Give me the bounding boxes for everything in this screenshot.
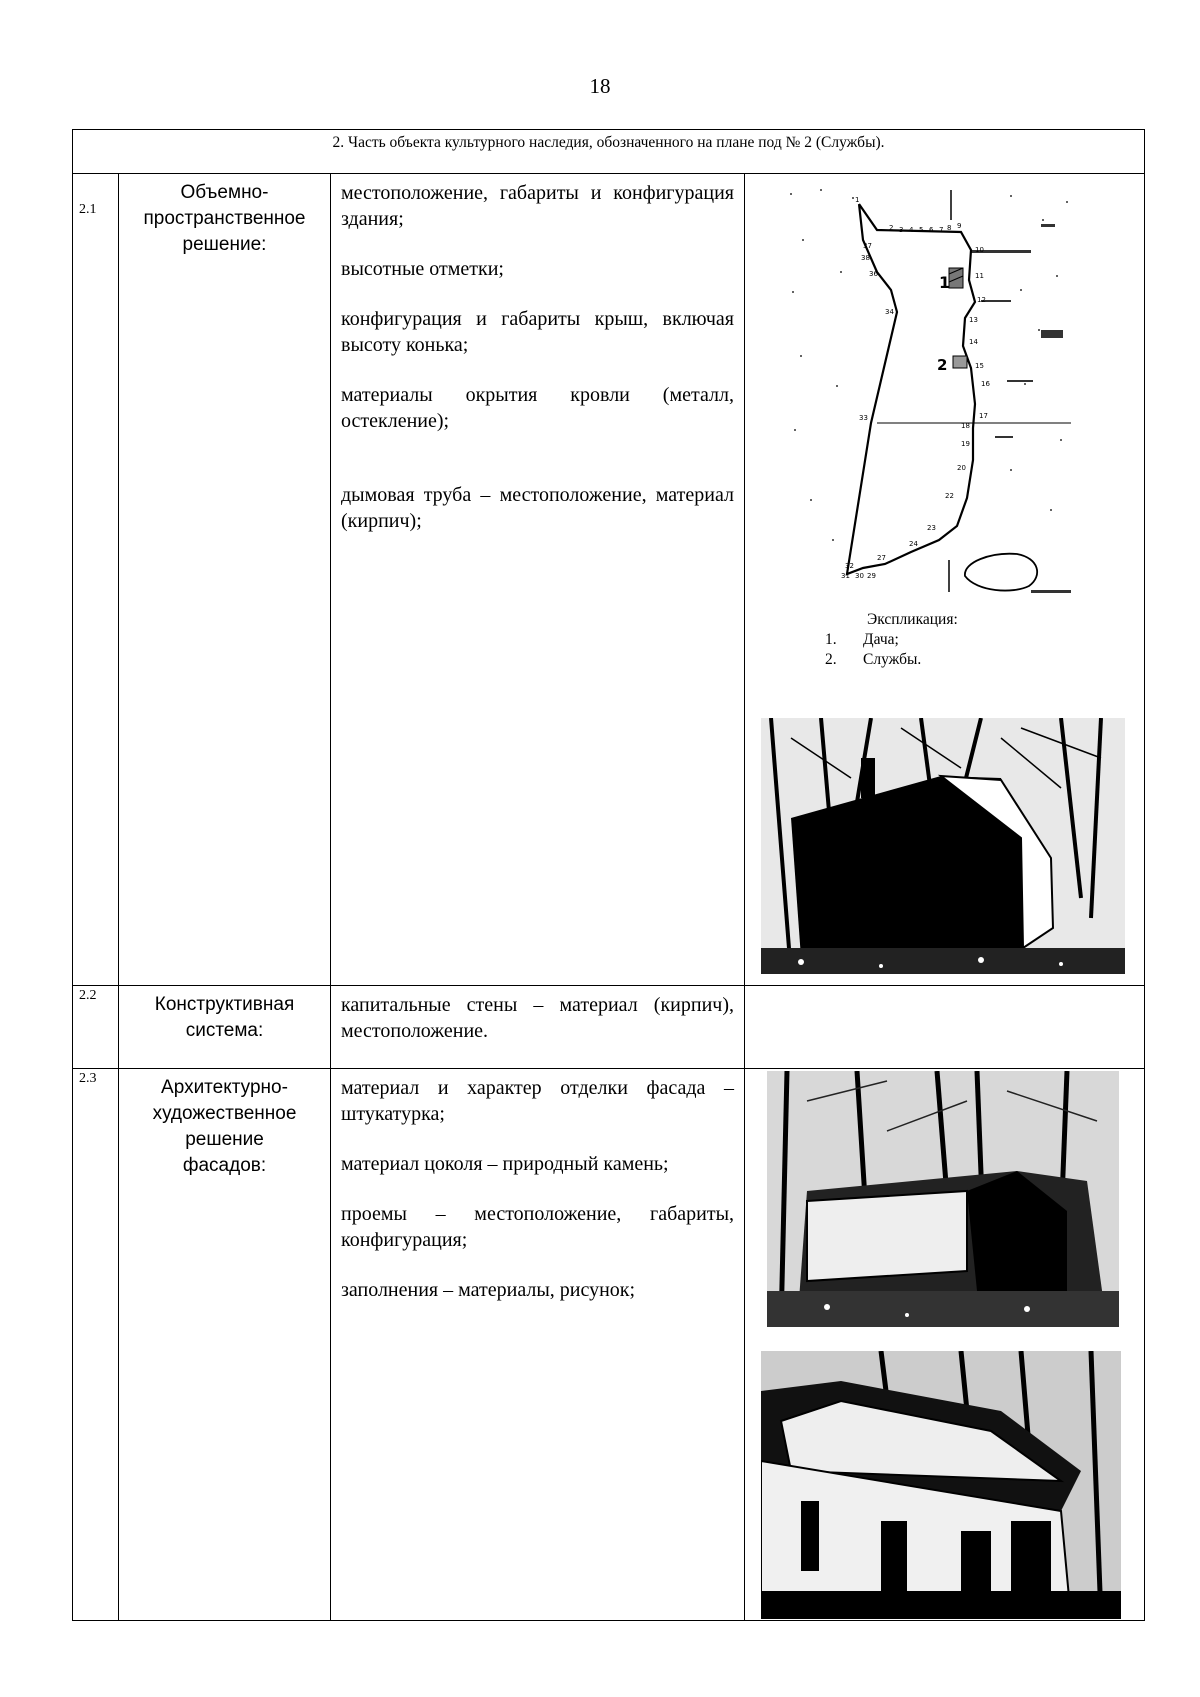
plan-label-2: 2	[937, 356, 948, 374]
explication	[825, 610, 1085, 670]
table-header: 2. Часть объекта культурного наследия, обозначенного на плане под № 2 (Службы).	[73, 130, 1145, 174]
building-photo	[761, 718, 1125, 974]
svg-text:24: 24	[909, 540, 918, 548]
svg-text:12: 12	[977, 296, 986, 304]
svg-text:6: 6	[929, 226, 934, 234]
svg-text:20: 20	[957, 464, 966, 472]
svg-text:18: 18	[961, 422, 970, 430]
svg-text:30: 30	[855, 572, 864, 580]
svg-text:17: 17	[979, 412, 988, 420]
plan-and-photo-cell	[745, 174, 1145, 986]
svg-text:8: 8	[947, 224, 952, 232]
svg-text:7: 7	[939, 226, 944, 234]
explication-item: 1. Дача;	[825, 631, 899, 648]
row-description: местоположение, габариты и конфигурация здания; высотные отметки; конфигурация и габариты крыш, включая высоту конька; материалы окрытия кровли (металл, остекление); дымовая труба – местоположение, материал (кирпич);	[331, 174, 745, 986]
svg-text:22: 22	[945, 492, 954, 500]
svg-text:33: 33	[859, 414, 868, 422]
svg-text:14: 14	[969, 338, 978, 346]
row-description: капитальные стены – материал (кирпич), местоположение.	[331, 986, 745, 1069]
svg-text:29: 29	[867, 572, 876, 580]
svg-text:9: 9	[957, 222, 962, 230]
svg-text:19: 19	[961, 440, 970, 448]
svg-text:1: 1	[855, 196, 860, 204]
svg-text:38: 38	[861, 254, 870, 262]
table-row	[73, 986, 1145, 1069]
row-number: 2.3	[73, 1069, 119, 1621]
svg-text:16: 16	[981, 380, 990, 388]
spec-table	[72, 129, 1145, 1621]
svg-text:5: 5	[919, 226, 924, 234]
page-number: 18	[589, 74, 611, 98]
svg-text:15: 15	[975, 362, 984, 370]
svg-text:34: 34	[885, 308, 894, 316]
row-number: 2.2	[73, 986, 119, 1069]
svg-text:11: 11	[975, 272, 984, 280]
explication-item: 2. Службы.	[825, 651, 922, 668]
facade-photos-cell	[745, 1069, 1145, 1621]
svg-text:4: 4	[909, 226, 914, 234]
row-name: Конструктивная система:	[119, 986, 331, 1069]
svg-text:13: 13	[969, 316, 978, 324]
svg-text:36: 36	[869, 270, 878, 278]
row-description: материал и характер отделки фасада – штукатурка; материал цоколя – природный камень; проемы – местоположение, габариты, конфигурация; заполнения – материалы, рисунок;	[331, 1069, 745, 1621]
facade-photo	[767, 1071, 1119, 1327]
svg-text:32: 32	[845, 562, 854, 570]
svg-text:3: 3	[899, 226, 904, 234]
row-name: Архитектурно- художественное решение фасадов:	[119, 1069, 331, 1621]
svg-text:27: 27	[877, 554, 886, 562]
svg-text:23: 23	[927, 524, 936, 532]
table-row	[73, 1069, 1145, 1621]
site-plan	[781, 180, 1081, 610]
table-row	[73, 174, 1145, 986]
facade-photo	[761, 1351, 1121, 1619]
row-name: Объемно- пространственное решение:	[119, 174, 331, 986]
row-number: 2.1	[73, 174, 119, 986]
svg-text:31: 31	[841, 572, 850, 580]
svg-text:10: 10	[975, 246, 984, 254]
svg-text:2: 2	[889, 224, 894, 232]
svg-text:37: 37	[863, 242, 872, 250]
explication-title: Экспликация:	[867, 611, 958, 628]
plan-label-1: 1	[939, 273, 951, 292]
